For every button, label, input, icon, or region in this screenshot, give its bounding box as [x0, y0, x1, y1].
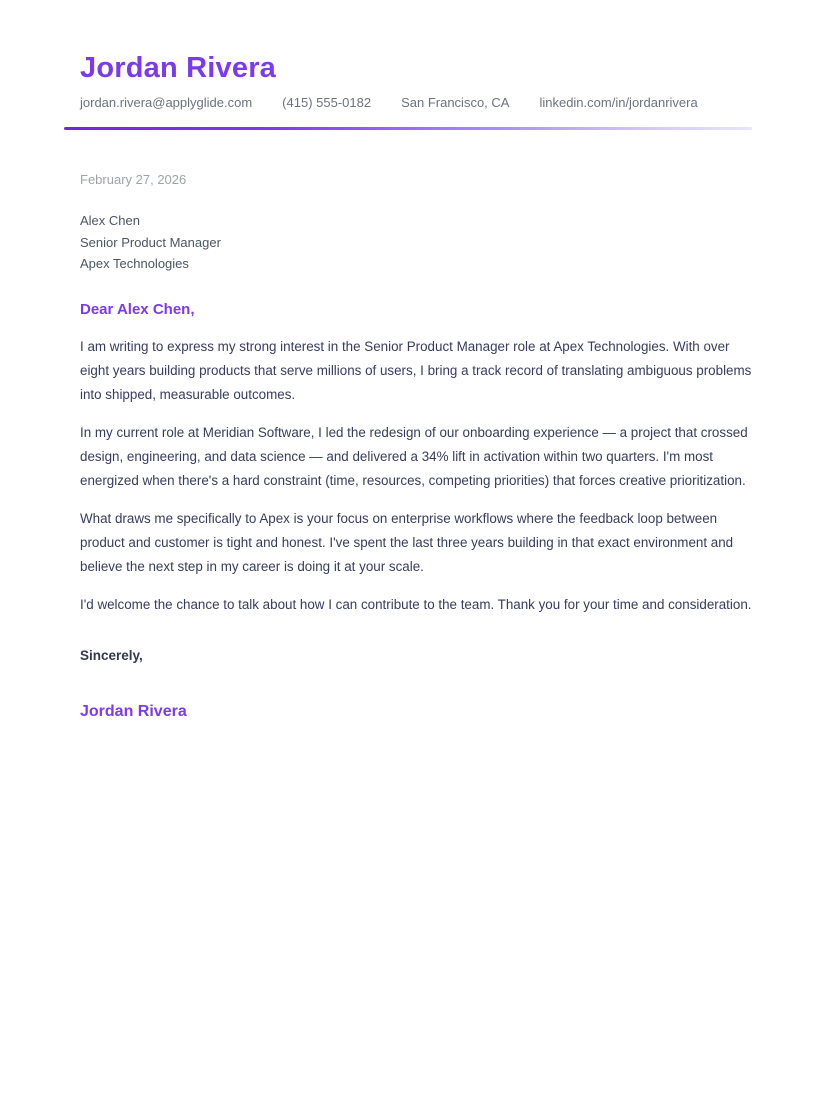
recipient-name: Alex Chen	[80, 213, 140, 228]
contact-email: jordan.rivera@applyglide.com	[80, 95, 253, 110]
closing: Sincerely,	[80, 647, 143, 663]
contact-location: San Francisco, CA	[401, 95, 510, 110]
greeting: Dear Alex Chen,	[80, 300, 195, 318]
recipient-block	[80, 210, 752, 275]
signature: Jordan Rivera	[80, 702, 187, 720]
contact-linkedin: linkedin.com/in/jordanrivera	[539, 95, 698, 110]
letter-body	[80, 172, 752, 721]
recipient-company: Apex Technologies	[80, 256, 189, 271]
paragraph-2: In my current role at Meridian Software, I led the redesign of our onboarding experience — a project that crossed design, engineering, and data science — and delivered a 34% lift in activation within two quarters. I'm most energized when there's a hard constraint (time, resources, competing priorities) that forces creative prioritization.	[80, 424, 748, 488]
letter-header	[80, 54, 752, 130]
header-divider	[64, 127, 752, 130]
contact-phone: (415) 555-0182	[282, 95, 372, 110]
contact-row	[80, 95, 752, 111]
letter-date: February 27, 2026	[80, 172, 187, 187]
paragraph-3: What draws me specifically to Apex is your focus on enterprise workflows where the feedback loop between product and customer is tight and honest. I've spent the last three years building in that exact environment and believe the next step in my career is doing it at your scale.	[80, 510, 734, 574]
page-title: Jordan Rivera	[80, 52, 277, 84]
paragraph-4: I'd welcome the chance to talk about how I can contribute to the team. Thank you for your time and consideration.	[80, 596, 752, 612]
recipient-title: Senior Product Manager	[80, 234, 221, 250]
paragraph-1: I am writing to express my strong interest in the Senior Product Manager role at Apex Technologies. With over eight years building products that serve millions of users, I bring a track record of translating ambiguous problems into shipped, measurable outcomes.	[80, 338, 752, 402]
